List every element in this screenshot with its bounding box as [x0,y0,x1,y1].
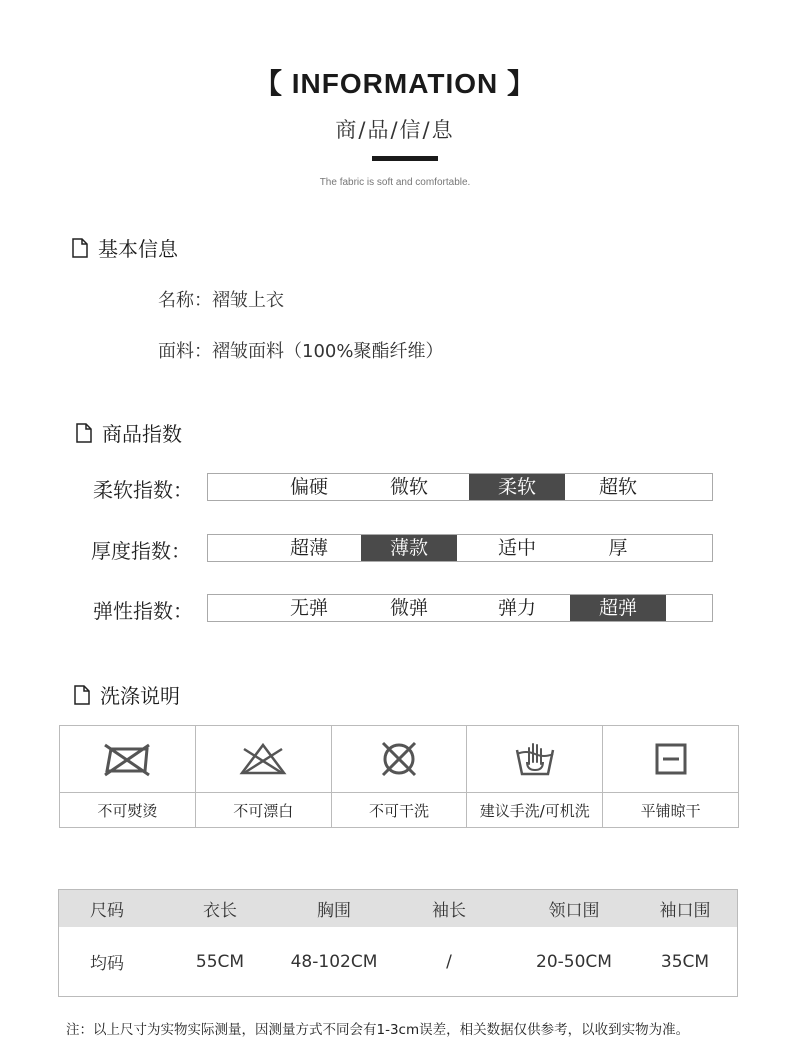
index-scale [207,534,713,562]
wash-item-no-bleach [196,726,332,827]
tagline: The fabric is soft and comfortable. [319,177,471,188]
wash-item-hand-wash [467,726,603,827]
wash-label: 平铺晾干 [640,801,701,820]
title-divider [372,156,438,161]
wash-label: 不可熨烫 [97,801,158,820]
size-cell: 20-50CM [536,951,612,972]
index-option: 无弹 [289,597,328,619]
index-option: 超薄 [289,537,328,559]
wash-care-table [59,725,739,828]
section-product-index [76,418,182,447]
index-option: 微软 [389,476,428,498]
section-heading: 洗涤说明 [100,684,180,708]
size-header-cell: 袖口围 [659,901,711,921]
wash-item-no-dry-clean [332,726,468,827]
index-scale [207,594,713,622]
index-label: 厚度指数： [91,539,191,563]
size-header-cell: 衣长 [203,901,237,921]
section-heading: 基本信息 [98,237,178,261]
size-cell: 55CM [195,951,245,972]
hand-wash-icon [513,740,557,778]
size-cell: 35CM [660,951,710,972]
index-option-selected: 超弹 [570,595,666,621]
index-option: 超软 [598,476,637,498]
no-dry-clean-icon [377,739,421,779]
size-cell: / [446,951,452,972]
size-cell: 48-102CM [290,951,378,972]
size-header-cell: 尺码 [90,901,124,921]
size-header-cell: 袖长 [432,901,466,921]
index-option-selected: 柔软 [469,474,565,500]
size-header-cell: 领口围 [548,901,600,921]
wash-label: 不可干洗 [368,801,429,820]
size-table-header [59,890,737,927]
section-wash [74,680,180,709]
wash-label: 建议手洗/可机洗 [479,801,590,820]
wash-item-no-iron [60,726,196,827]
index-option: 适中 [497,537,536,559]
wash-item-dry-flat [603,726,738,827]
wash-label: 不可漂白 [233,801,294,820]
index-option: 微弹 [389,597,428,619]
size-cell: 均码 [90,954,124,974]
no-iron-icon [101,741,153,777]
document-icon [74,685,90,705]
index-label: 柔软指数： [93,478,193,502]
index-option: 偏硬 [289,476,328,498]
measurement-note: 注：以上尺寸为实物实际测量，因测量方式不同会有1-3cm误差，相关数据仅供参考，以收到实物为准。 [66,1022,690,1038]
index-option-selected: 薄款 [361,535,457,561]
index-option: 厚 [608,537,628,559]
product-name: 名称：褶皱上衣 [158,290,284,311]
document-icon [72,238,88,258]
product-fabric: 面料：褶皱面料（100%聚酯纤维） [158,341,444,362]
size-table [58,889,738,997]
document-icon [76,423,92,443]
page-subtitle: 商/品/信/息 [335,118,455,142]
dry-flat-icon [653,741,689,777]
size-table-row [59,927,737,996]
section-heading: 商品指数 [102,422,182,446]
section-basic-info [72,233,178,262]
no-bleach-icon [238,741,288,777]
index-label: 弹性指数： [93,599,193,623]
index-option: 弹力 [497,597,536,619]
page-title: 【 INFORMATION 】 [253,68,536,99]
index-scale [207,473,713,501]
size-header-cell: 胸围 [317,901,351,921]
